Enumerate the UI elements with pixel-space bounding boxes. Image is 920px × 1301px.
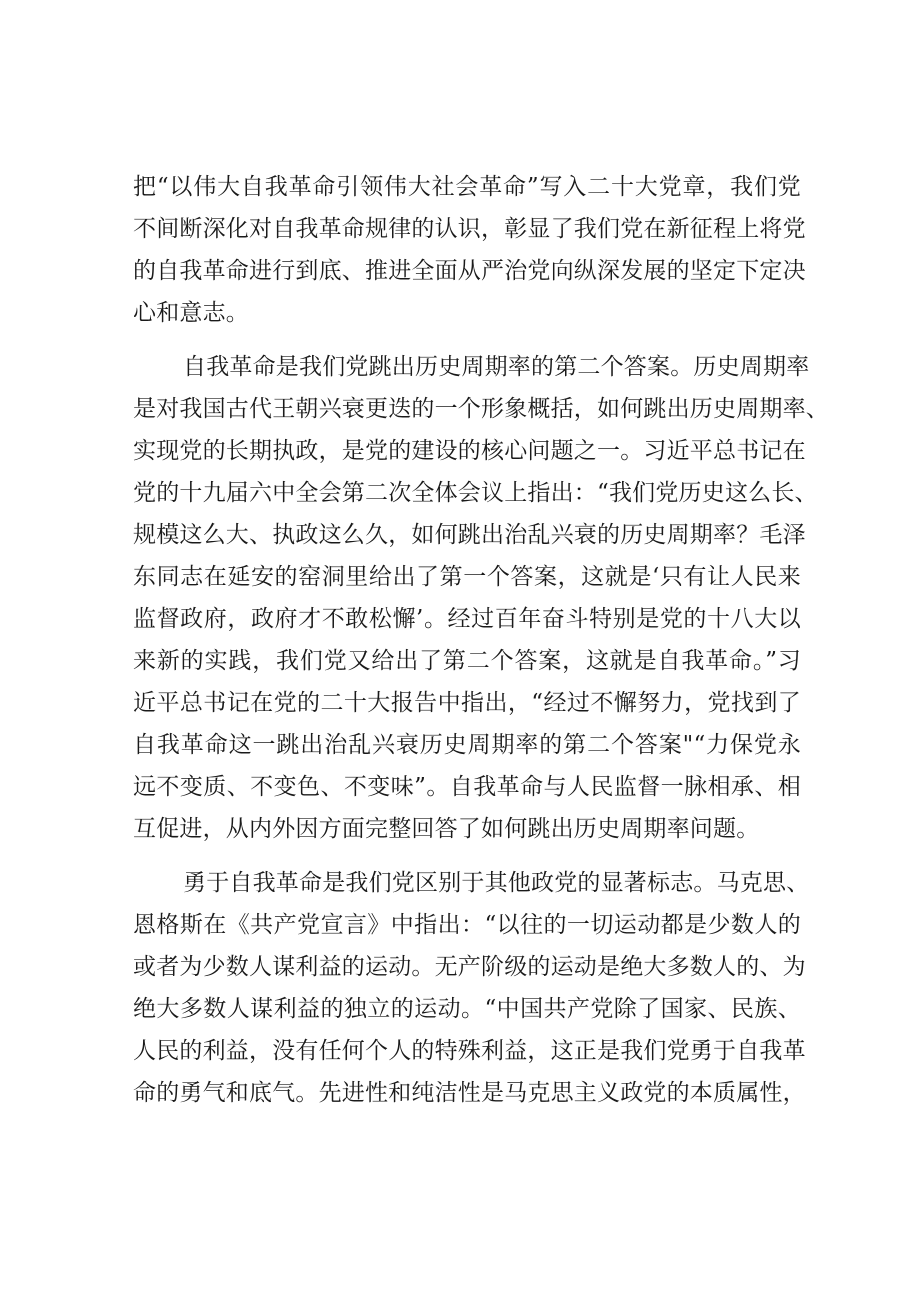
text-line: 自我革命这一跳出治乱兴衰历史周期率的第二个答案"“力保党永 [133,732,801,758]
text-line: 心和意志。 [133,300,249,326]
document-body [133,166,829,1114]
text-line: 的自我革命进行到底、推进全面从严治党向纵深发展的坚定下定决 [133,258,806,284]
text-line: 近平总书记在党的二十大报告中指出，“经过不懈努力，党找到了 [133,690,801,716]
text-line: 规模这么大、执政这么久，如何跳出治乱兴衰的历史周期率？毛泽 [133,522,806,548]
paragraph-2 [133,346,829,850]
text-line: 人民的利益，没有任何个人的特殊利益，这正是我们党勇于自我革 [133,1038,806,1064]
text-line: 恩格斯在《共产党宣言》中指出：“以往的一切运动都是少数人的 [133,912,801,938]
text-line: 绝大多数人谋利益的独立的运动。“中国共产党除了国家、民族、 [133,996,801,1022]
text-line: 实现党的长期执政，是党的建设的核心问题之一。习近平总书记在 [133,438,806,464]
text-line: 或者为少数人谋利益的运动。无产阶级的运动是绝大多数人的、为 [133,954,806,980]
text-line: 互促进，从内外因方面完整回答了如何跳出历史周期率问题。 [133,816,760,842]
paragraph-spacer [133,850,801,862]
text-line: 命的勇气和底气。先进性和纯洁性是马克思主义政党的本质属性， [133,1080,806,1106]
text-line: 东同志在延安的窑洞里给出了第一个答案，这就是‘只有让人民来 [133,564,801,590]
paragraph-spacer [133,334,801,346]
text-line: 来新的实践，我们党又给出了第二个答案，这就是自我革命。”习 [133,648,801,674]
text-line: 把“以伟大自我革命引领伟大社会革命”写入二十大党章，我们党 [133,174,801,200]
text-line: 党的十九届六中全会第二次全体会议上指出：“我们党历史这么长、 [133,480,818,506]
text-line: 远不变质、不变色、不变味”。自我革命与人民监督一脉相承、相 [133,774,801,800]
text-line: 是对我国古代王朝兴衰更迭的一个形象概括，如何跳出历史周期率、 [133,396,829,422]
text-line: 勇于自我革命是我们党区别于其他政党的显著标志。马克思、 [183,870,810,896]
paragraph-1 [133,166,806,334]
text-line: 监督政府，政府才不敢松懈’。经过百年奋斗特别是党的十八大以 [133,606,801,632]
paragraph-3 [133,862,810,1114]
text-line: 不间断深化对自我革命规律的认识，彰显了我们党在新征程上将党 [133,216,806,242]
text-line: 自我革命是我们党跳出历史周期率的第二个答案。历史周期率 [183,354,810,380]
